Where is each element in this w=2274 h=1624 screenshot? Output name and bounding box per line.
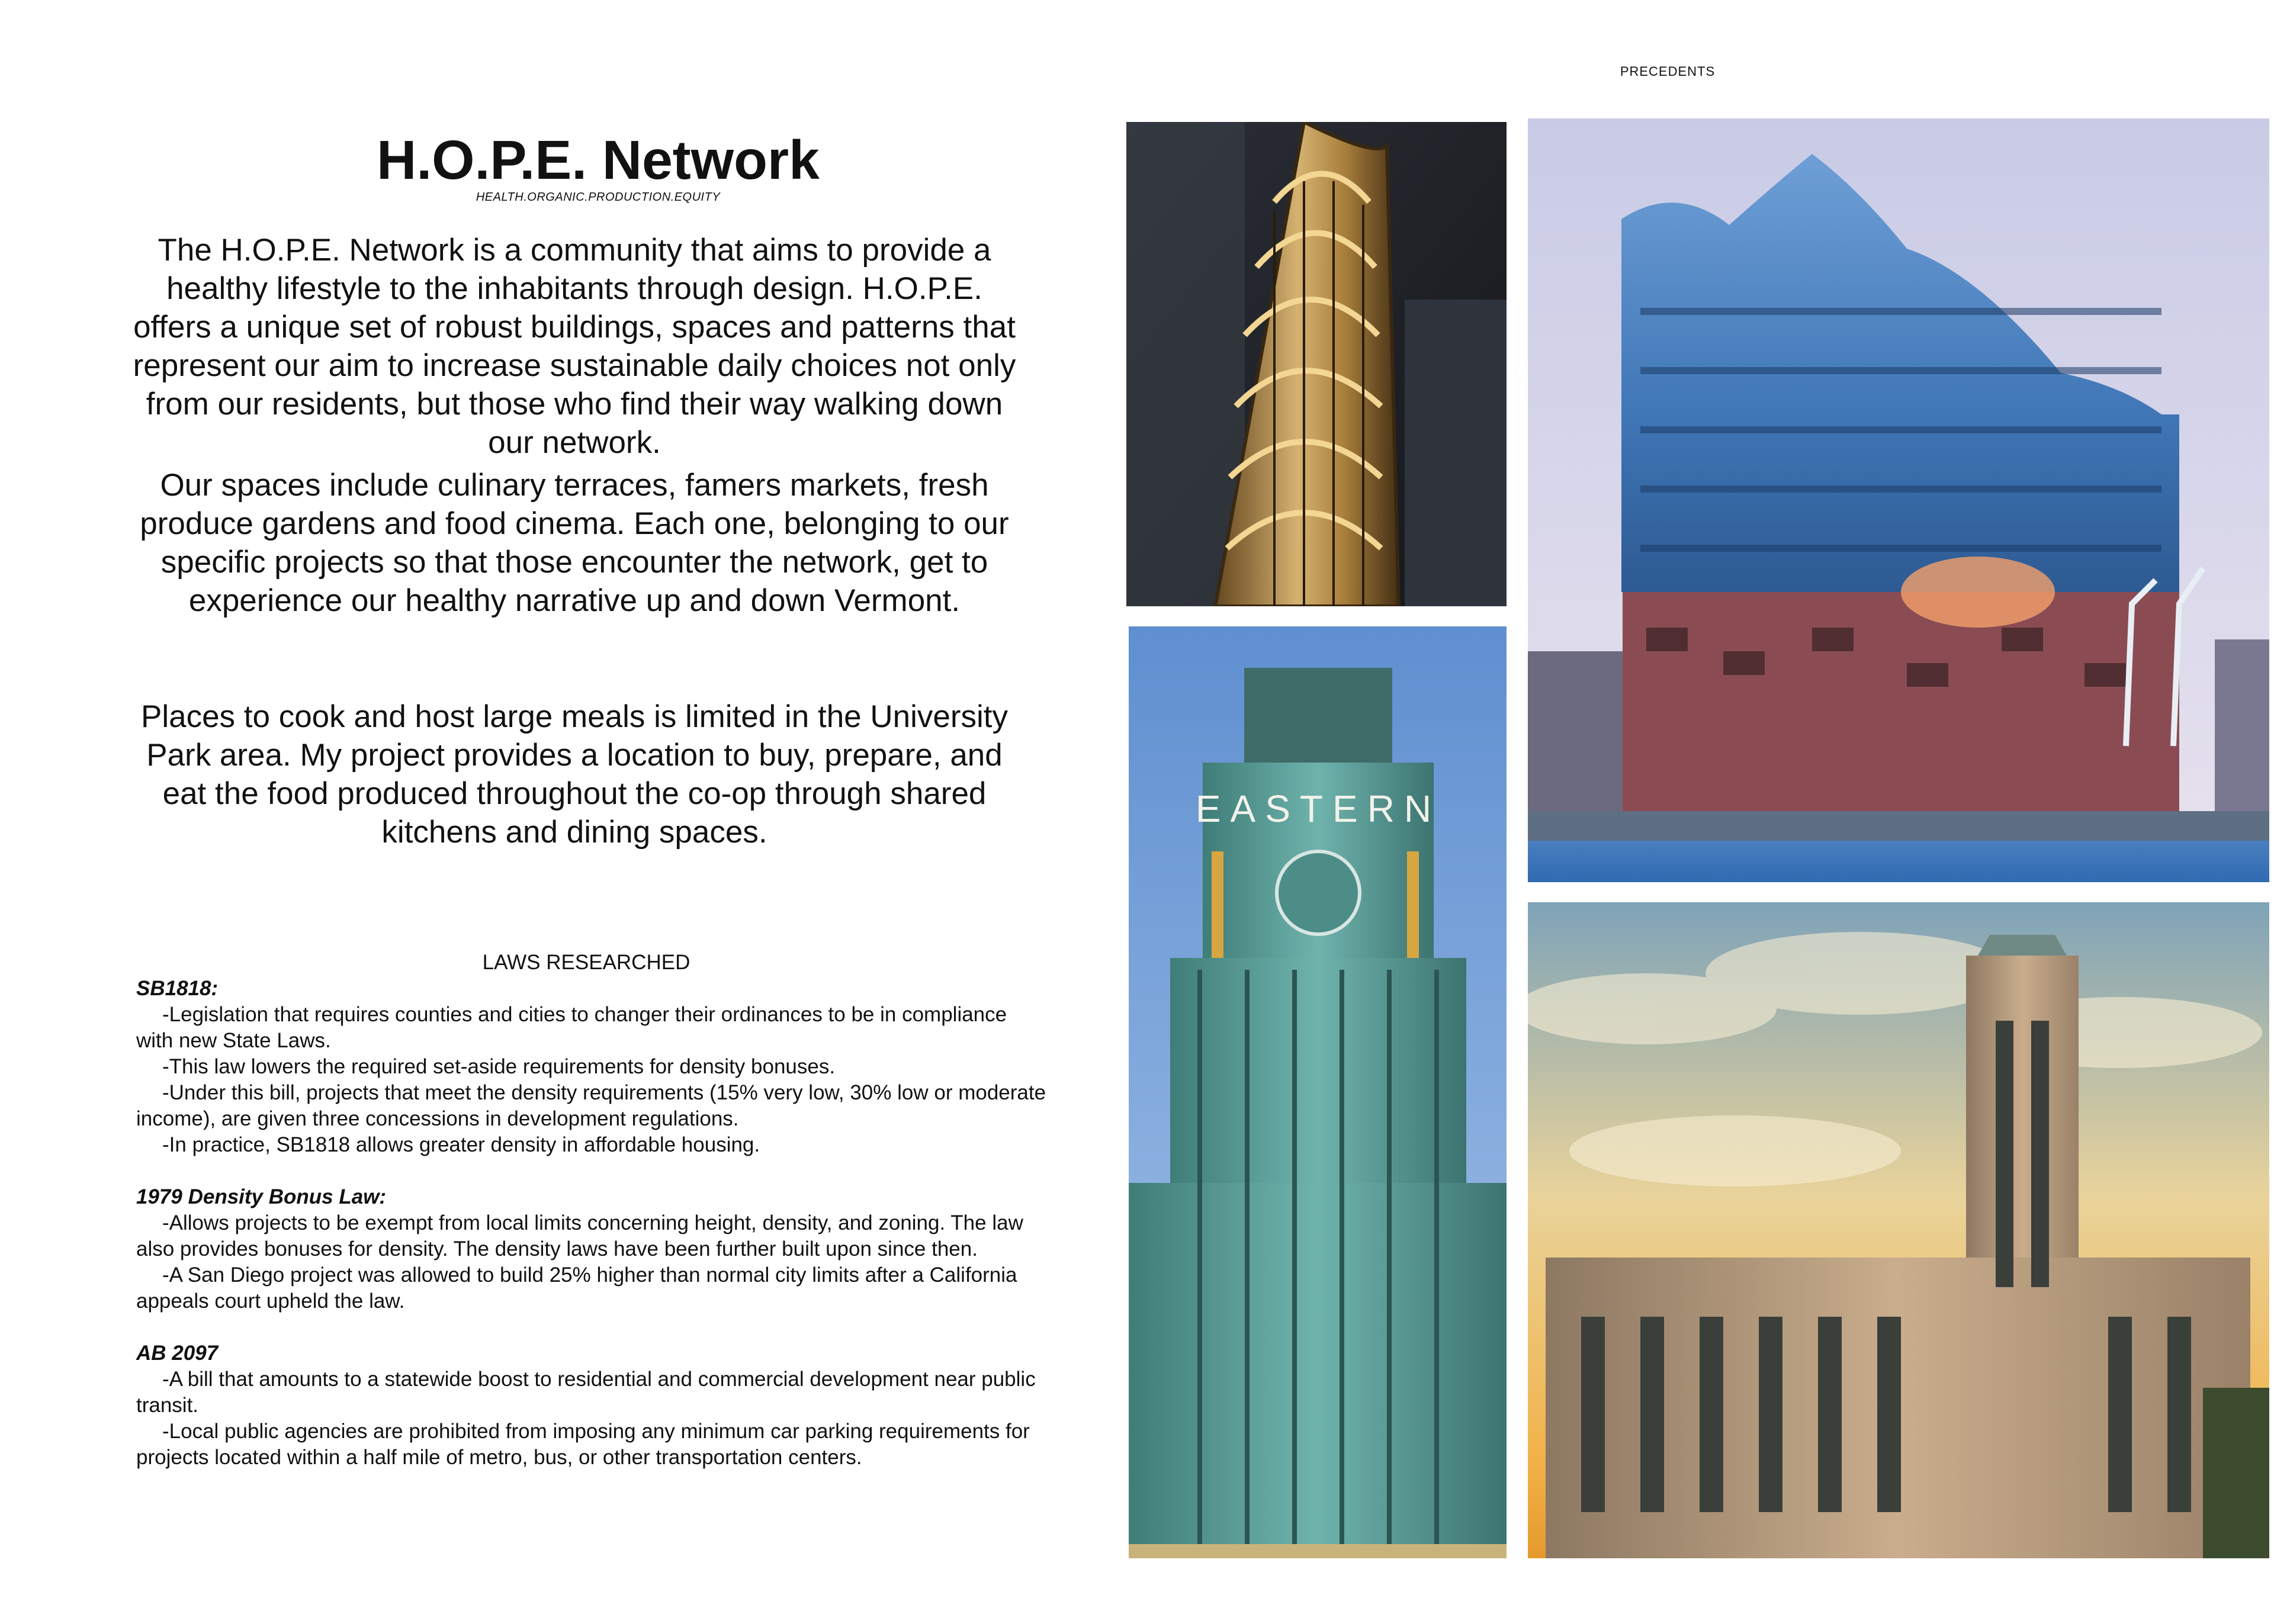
eastern-columbia-photo <box>1129 626 1507 1558</box>
law-ab2097 <box>136 1340 1048 1471</box>
law-point: -Allows projects to be exempt from local limits concerning height, density, and zoning. The law also provides bonuses for density. The density laws have been further built upon since then. <box>136 1211 1023 1260</box>
bullocks-wilshire-photo <box>1528 902 2269 1558</box>
law-point: -A San Diego project was allowed to build 25% higher than normal city limits after a California appeals court upheld the law. <box>136 1263 1017 1313</box>
chrysler-crown-photo <box>1126 122 1507 606</box>
intro-paragraph-1: The H.O.P.E. Network is a community that aims to provide a healthy lifestyle to the inhabitants through design. H.O.P.E. offers a unique set of robust buildings, spaces and patterns that represent our aim to increase sustainable daily choices not only from our residents, but those who find their way walking down our network. <box>133 233 1016 460</box>
elbphilharmonie-photo <box>1528 118 2269 882</box>
law-title: AB 2097 <box>136 1342 219 1365</box>
law-1979-density-bonus <box>136 1184 1048 1314</box>
law-point: -Under this bill, projects that meet the density requirements (15% very low, 30% low or moderate income), are given three concessions in development regulations. <box>136 1081 1046 1130</box>
law-title: SB1818: <box>136 977 219 1000</box>
law-point: -Local public agencies are prohibited from imposing any minimum car parking requirements for projects located within a half mile of metro, bus, or other transportation centers. <box>136 1420 1030 1469</box>
law-sb1818 <box>136 976 1048 1158</box>
law-point: -A bill that amounts to a statewide boost to residential and commercial development near public transit. <box>136 1368 1036 1417</box>
law-point: -Legislation that requires counties and cities to changer their ordinances to be in compliance with new State Laws. <box>136 1003 1007 1052</box>
page-subtitle: HEALTH.ORGANIC.PRODUCTION.EQUITY <box>476 191 721 204</box>
law-point: -In practice, SB1818 allows greater density in affordable housing. <box>162 1133 760 1156</box>
intro-paragraph-3: Places to cook and host large meals is limited in the University Park area. My project provides a location to buy, prepare, and eat the food produced throughout the co-op through shared kitchens and dining spaces. <box>140 699 1008 850</box>
law-point: -This law lowers the required set-aside requirements for density bonuses. <box>162 1055 836 1078</box>
precedents-label: PRECEDENTS <box>1620 64 1716 79</box>
eastern-sign-text: EASTERN <box>1195 787 1441 830</box>
laws-list <box>136 976 1048 1497</box>
page-title: H.O.P.E. Network <box>377 129 820 191</box>
intro-paragraph-2: Our spaces include culinary terraces, famers markets, fresh produce gardens and food cinema. Each one, belonging to our specific projects so that those encounter the network, get to experience our healthy narrative up and down Vermont. <box>140 468 1009 618</box>
laws-heading: LAWS RESEARCHED <box>482 951 690 974</box>
law-title: 1979 Density Bonus Law: <box>136 1185 387 1208</box>
